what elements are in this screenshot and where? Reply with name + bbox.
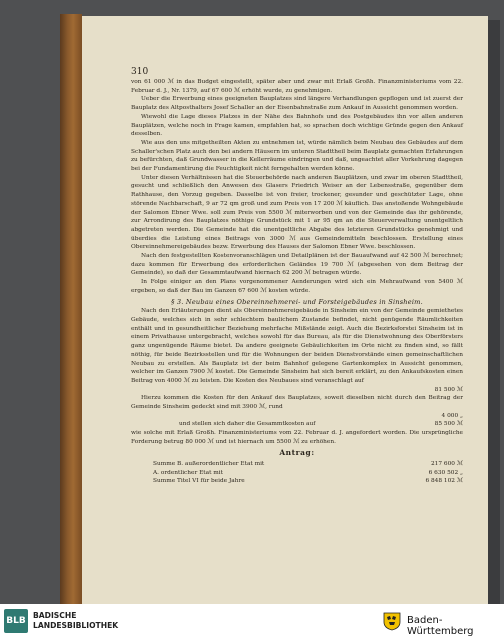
antrag-amount: 217 600 ℳ <box>430 461 463 468</box>
paragraph: Wiewohl die Lage dieses Platzes in der Nähe des Bahnhofs und des Postgebäudes ihn vor allen anderen Bauplätzen, welche noch in Frage kamen, empfahlen hat, so sprachen doch wichtige Gründe gegen den Ankauf desselben. <box>131 113 463 138</box>
paragraph: Nach den festgestellten Kostenvoranschlägen und Detailplänen ist der Bauaufwand auf 42 500 ℳ berechnet; dazu kommen für Erwerbung des erforderlichen Geländes 19 700 ℳ (abgesehen von dem Beitrag der Gemeinde), so daß der Gesammtaufwand hiernach 62 200 ℳ betragen würde. <box>131 253 463 277</box>
library-name-line: BADISCHE <box>33 611 77 620</box>
calc-line-ankauf <box>131 412 463 421</box>
antrag-line <box>131 477 463 485</box>
page-shadow <box>488 20 500 604</box>
section-heading: § 3. Neubau eines Obereinnehmerei- und Forsteigebäudes in Sinsheim. <box>171 297 423 306</box>
antrag-label: Summe Titel VI für beide Jahre <box>153 477 245 484</box>
paragraph: In Folge einiger an den Plans vorgenommener Aenderungen wird sich ein Mehraufwand von 5400 ℳ ergeben, so daß der Bau im Ganzen 67 600 ℳ kosten würde. <box>131 279 463 294</box>
coat-of-arms-icon <box>381 611 403 631</box>
calc-line-neubau <box>131 386 463 395</box>
paragraph: Nach den Erläuterungen dient als Obereinnehmereigebäude in Sinsheim ein von der Gemeinde gemiethetes Gebäude, welches sich in sehr schlechtem baulichem Zustande befindet, nicht genügende Räumlichkeiten enthält und in gesundheitlicher Beziehung mehrfache Mißstände zeigt. Auch die Bezirksforstei Sinsheim ist in einem Privathause untergebracht, welches sowohl für das Bureau, als für die Dienstwohnung des Oberförsters ganz ungenügende Räume bietet. Da andere geeignete Gebäulichkeiten im Orte nicht zu finden sind, so fällt nöthig, für beide Bezirksstellen und für die Wohnungen der beiden Dienstvorstände einen gemeinschaftlichen Neubau zu erstellen. Als Bauplatz ist der beim Bahnhof gelegene Gartenkomplex in Aussicht genommen, welcher im Ganzen 7900 ℳ kostet. Die Gemeinde Sinsheim hat sich bereit erklärt, zu den Ankaufskosten einen Beitrag von 4000 ℳ zu leisten. Die Kosten des Neubaues sind veranschlagt auf <box>131 308 463 384</box>
footer-bar <box>0 604 504 637</box>
book-edge <box>60 14 82 604</box>
antrag-amount: 6 630 502 „ <box>428 469 463 476</box>
blb-logo[interactable]: BLB <box>4 609 28 633</box>
page-number: 310 <box>131 67 149 77</box>
body-text <box>131 78 463 485</box>
antrag-title: Antrag: <box>279 448 315 458</box>
paragraph: Wie aus den uns mitgetheilten Akten zu entnehmen ist, würde nämlich beim Neubau des Gebäudes auf dem Schaller'schen Platz auch den bei andern Häusern im unteren Stadttheil beim Bauplatz gemachten Erfahrungen zu befürchten, daß Grundwasser in die Kellerräume eindringen und daß, ungeachtet aller Vorkehrung dagegen bei der Fundamentirung die Feuchtigkeit nicht ferngehalten werden könne. <box>131 139 463 173</box>
calc-line-total <box>131 420 463 429</box>
calc-amount: 85 500 ℳ <box>434 421 463 428</box>
antrag-amount: 6 848 102 ℳ <box>425 477 463 484</box>
document-page <box>82 16 488 604</box>
paragraph: Hierzu kommen die Kosten für den Ankauf des Bauplatzes, soweit dieselben nicht durch den Beitrag der Gemeinde Sinsheim gedeckt sind mit 3900 ℳ, rund <box>131 395 463 410</box>
state-name: Baden-Württemberg <box>407 615 474 637</box>
paragraph: Unter diesen Verhältnissen hat die Steuerbehörde nach anderen Bauplätzen, und zwar im oberen Stadttheil, gesucht und schließlich den Anwesen des Glasers Friedrich Weiser an der Lebensstraße, gegenüber dem Rathhause, den Vorzug gegeben. Dasselbe ist von freier, trockener, gesunder und geschützter Lage, ohne störende Nachbarschaft, 9 ar 72 qm groß und zum Preis von 17 200 ℳ käuflich. Das anstoßende Wohngebäude der Salomon Ebner Wwe. soll zum Preis von 5500 ℳ miterworben und von der Gemeinde das ihr gehörende, zur Arrondirung des Bauplatzes nöthige Grundstück mit 1 ar 95 qm an die Steuerverwaltung unentgeltlich abgetreten werden. Die Gemeinde hat die unentgeltliche Abgabe des letzteren Grundstücks genehmigt und überdies die Leistung eines Beitrags von 3000 ℳ aus Gemeindemitteln beschlossen. Erstellung eines Obereinnehmereigebäudes bezw. Erwerbung des Hauses der Salomon Ebner Wwe. beschlossen. <box>131 174 463 251</box>
calc-total-label: und stellen sich daher die Gesammtkosten auf <box>179 421 316 428</box>
paragraph: Ueber die Erwerbung eines geeigneten Bauplatzes sind längere Verhandlungen gepflogen und ist zuerst der Bauplatz des Altposthalters Josef Schaller an der Eisenbahnstraße zum Ankauf in Aussicht genommen worden. <box>131 96 463 112</box>
paragraph: von 61 000 ℳ in das Budget eingestellt, später aber und zwar mit Erlaß Großh. Finanzministeriums vom 22. Februar d. J., Nr. 1379, auf 67 600 ℳ erhöht wurde, zu genehmigen. <box>131 79 463 94</box>
library-name <box>33 611 118 631</box>
calc-amount: 4 000 „ <box>441 412 463 419</box>
antrag-label: A. ordentlicher Etat mit <box>153 469 223 476</box>
antrag-line <box>131 460 463 468</box>
calc-amount: 81 500 ℳ <box>434 386 463 393</box>
antrag-label: Summe B. außerordentlicher Etat mit <box>153 461 265 468</box>
library-name-line: LANDESBIBLIOTHEK <box>33 621 119 630</box>
paragraph: wie solche mit Erlaß Großh. Finanzministeriums vom 22. Februar d. J. angefordert worden. Die ursprüngliche Forderung betrug 80 000 ℳ und ist hiernach um 5500 ℳ zu erhöhen. <box>131 430 463 445</box>
antrag-line <box>131 469 463 477</box>
